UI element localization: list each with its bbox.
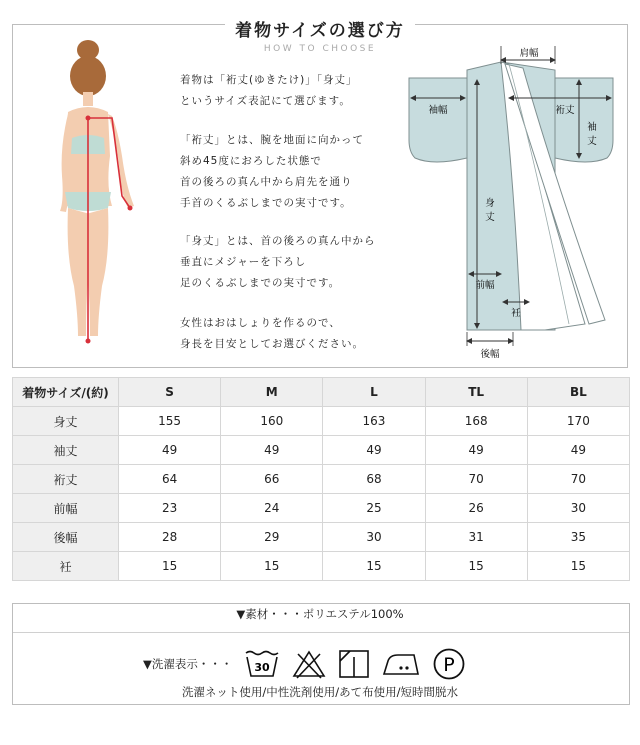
label-mitake-1: 身: [485, 198, 495, 209]
table-cell: 49: [323, 436, 425, 465]
table-cell: 49: [527, 436, 629, 465]
table-cell: 26: [425, 494, 527, 523]
label-sodehaba: 袖幅: [428, 105, 448, 116]
table-cell: 49: [119, 436, 221, 465]
label-sodetake-2: 丈: [587, 136, 597, 147]
care-note: 洗濯ネット使用/中性洗剤使用/あて布使用/短時間脱水: [181, 685, 459, 699]
svg-text:30: 30: [254, 661, 270, 674]
table-cell: 155: [119, 407, 221, 436]
guide-subtitle: HOW TO CHOOSE: [263, 44, 377, 54]
table-header-cell: S: [119, 378, 221, 407]
table-row: [13, 407, 630, 436]
label-mitake-2: 丈: [485, 212, 495, 223]
label-yukitake: 裄丈: [555, 105, 575, 116]
guide-desc-4: 女性はおはしょりを作るので、 身長を目安としてお選びください。: [180, 317, 364, 350]
table-header-cell: TL: [425, 378, 527, 407]
table-header-cell: M: [221, 378, 323, 407]
table-header-cell: L: [323, 378, 425, 407]
label-ushirohaba: 後幅: [480, 349, 500, 360]
table-header-cell: 着物サイズ/(約): [13, 378, 119, 407]
table-row-label: 衽: [13, 552, 119, 581]
table-cell: 64: [119, 465, 221, 494]
table-cell: 15: [425, 552, 527, 581]
iron-low-icon: [382, 649, 420, 679]
table-cell: 15: [527, 552, 629, 581]
table-cell: 15: [221, 552, 323, 581]
table-row-label: 後幅: [13, 523, 119, 552]
no-bleach-icon: [292, 649, 326, 679]
table-cell: 170: [527, 407, 629, 436]
table-row: [13, 465, 630, 494]
dry-clean-p-icon: [432, 647, 466, 681]
body-measurement-figure: [60, 36, 150, 356]
svg-text:P: P: [443, 654, 456, 676]
table-cell: 31: [425, 523, 527, 552]
table-cell: 29: [221, 523, 323, 552]
table-cell: 24: [221, 494, 323, 523]
table-cell: 35: [527, 523, 629, 552]
table-cell: 70: [425, 465, 527, 494]
table-cell: 30: [323, 523, 425, 552]
guide-desc-1: 着物は「裄丈(ゆきたけ)」「身丈」 というサイズ表記にて選びます。: [180, 74, 358, 107]
label-katahaba: 肩幅: [519, 48, 539, 59]
table-row-label: 身丈: [13, 407, 119, 436]
table-cell: 163: [323, 407, 425, 436]
wash-label: ▼洗濯表示・・・: [143, 657, 233, 671]
label-okumi: 衽: [511, 308, 521, 319]
guide-title: 着物サイズの選び方: [225, 16, 415, 41]
table-row: [13, 552, 630, 581]
table-cell: 168: [425, 407, 527, 436]
wash-symbols-row: [143, 644, 466, 684]
table-header-cell: BL: [527, 378, 629, 407]
table-cell: 23: [119, 494, 221, 523]
table-cell: 70: [527, 465, 629, 494]
table-row: [13, 523, 630, 552]
table-row: [13, 494, 630, 523]
table-row-label: 前幅: [13, 494, 119, 523]
table-cell: 160: [221, 407, 323, 436]
table-cell: 25: [323, 494, 425, 523]
guide-desc-3: 「身丈」とは、首の後ろの真ん中から 垂直にメジャーを下ろし 足のくるぶしまでの実寸です。: [180, 235, 376, 289]
wash-30-tub-icon: [244, 649, 280, 679]
label-maehaba: 前幅: [475, 280, 495, 291]
table-cell: 15: [119, 552, 221, 581]
guide-desc-2: 「裄丈」とは、腕を地面に向かって 斜め45度におろした状態で 首の後ろの真ん中から肩先を通り 手首のくるぶしまでの実寸です。: [180, 134, 364, 209]
label-sodetake-1: 袖: [587, 122, 597, 133]
table-cell: 15: [323, 552, 425, 581]
table-cell: 49: [221, 436, 323, 465]
size-table: [12, 377, 630, 581]
kimono-measurement-diagram: [405, 40, 620, 365]
table-cell: 68: [323, 465, 425, 494]
table-row-label: 裄丈: [13, 465, 119, 494]
table-row-label: 袖丈: [13, 436, 119, 465]
table-cell: 66: [221, 465, 323, 494]
line-dry-shade-icon: [338, 649, 370, 679]
table-row: [13, 436, 630, 465]
table-cell: 49: [425, 436, 527, 465]
material-text: ▼素材・・・ポリエステル100%: [236, 607, 404, 621]
info-divider: [13, 632, 629, 633]
table-header-row: [13, 378, 630, 407]
table-cell: 30: [527, 494, 629, 523]
table-cell: 28: [119, 523, 221, 552]
